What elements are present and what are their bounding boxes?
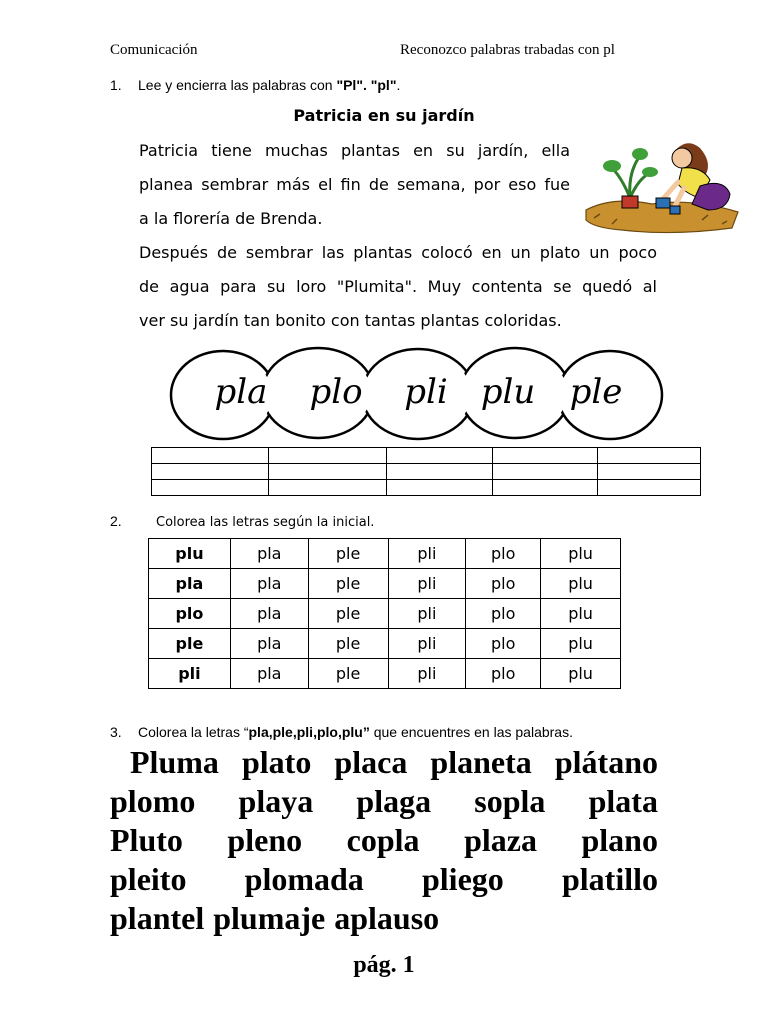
question-2-text: Colorea las letras según la inicial. bbox=[156, 515, 375, 530]
grid-initial-cell[interactable]: plo bbox=[149, 599, 231, 629]
grid-row bbox=[149, 569, 621, 599]
question-1-highlight: "Pl". "pl" bbox=[336, 77, 397, 93]
topic-label: Reconozco palabras trabadas con pl bbox=[400, 42, 615, 58]
grid-cell[interactable]: plu bbox=[541, 569, 621, 599]
grid-initial-cell[interactable]: ple bbox=[149, 629, 231, 659]
word: plata bbox=[588, 783, 658, 819]
syllable: ple bbox=[569, 372, 623, 412]
answer-table bbox=[151, 447, 701, 496]
answer-cell[interactable] bbox=[387, 448, 493, 464]
word: plaza bbox=[464, 822, 537, 858]
story-line: de agua para su loro "Plumita". Muy contenta se quedó al bbox=[139, 277, 657, 296]
word: platillo bbox=[561, 861, 658, 897]
grid-cell[interactable]: plo bbox=[466, 569, 541, 599]
question-1-number: 1. bbox=[110, 77, 122, 93]
grid-cell[interactable]: plo bbox=[466, 539, 541, 569]
word: plantel bbox=[110, 900, 205, 936]
answer-cell[interactable] bbox=[493, 464, 598, 480]
question-2-number: 2. bbox=[110, 513, 122, 529]
story-paragraph-1 bbox=[139, 134, 570, 236]
word-list bbox=[110, 743, 658, 938]
grid-cell[interactable]: ple bbox=[308, 659, 388, 689]
grid-cell[interactable]: plo bbox=[466, 659, 541, 689]
grid-cell[interactable]: pla bbox=[230, 659, 308, 689]
question-1-text: Lee y encierra las palabras con bbox=[138, 77, 337, 93]
answer-cell[interactable] bbox=[269, 480, 387, 496]
answer-cell[interactable] bbox=[152, 464, 269, 480]
subject-label: Comunicación bbox=[110, 42, 198, 58]
gardener-illustration bbox=[582, 128, 742, 240]
grid-row bbox=[149, 629, 621, 659]
question-3-text: Colorea la letras “ bbox=[138, 724, 249, 740]
syllable: pli bbox=[404, 372, 448, 412]
word: plumaje bbox=[213, 900, 326, 936]
word-line bbox=[110, 899, 658, 938]
grid-cell[interactable]: pli bbox=[388, 599, 466, 629]
grid-cell[interactable]: pli bbox=[388, 629, 466, 659]
answer-cell[interactable] bbox=[598, 448, 701, 464]
word-line bbox=[110, 860, 658, 899]
question-1 bbox=[110, 77, 400, 93]
question-3-number: 3. bbox=[110, 724, 122, 740]
grid-initial-cell[interactable]: pli bbox=[149, 659, 231, 689]
answer-cell[interactable] bbox=[387, 464, 493, 480]
grid-cell[interactable]: ple bbox=[308, 629, 388, 659]
word: plomo bbox=[110, 783, 196, 819]
grid-cell[interactable]: plu bbox=[541, 599, 621, 629]
answer-cell[interactable] bbox=[152, 448, 269, 464]
word: Pluma bbox=[130, 744, 219, 780]
grid-cell[interactable]: ple bbox=[308, 569, 388, 599]
grid-cell[interactable]: plo bbox=[466, 629, 541, 659]
word: pleito bbox=[110, 861, 187, 897]
word: planeta bbox=[430, 744, 532, 780]
grid-row bbox=[149, 539, 621, 569]
story-title: Patricia en su jardín bbox=[293, 106, 475, 125]
grid-cell[interactable]: pla bbox=[230, 629, 308, 659]
grid-cell[interactable]: pli bbox=[388, 569, 466, 599]
story-line: planea sembrar más el fin de semana, por eso fue bbox=[139, 175, 570, 194]
word-line bbox=[110, 743, 658, 782]
word: plano bbox=[581, 822, 658, 858]
syllable: plo bbox=[309, 372, 363, 412]
word-line bbox=[110, 782, 658, 821]
grid-cell[interactable]: ple bbox=[308, 599, 388, 629]
answer-cell[interactable] bbox=[493, 448, 598, 464]
grid-cell[interactable]: pla bbox=[230, 539, 308, 569]
word: plaga bbox=[356, 783, 432, 819]
word: pliego bbox=[421, 861, 504, 897]
answer-cell[interactable] bbox=[598, 480, 701, 496]
syllable-grid bbox=[148, 538, 621, 689]
question-3-highlight: pla,ple,pli,plo,plu” bbox=[248, 724, 370, 740]
grid-cell[interactable]: pla bbox=[230, 599, 308, 629]
answer-cell[interactable] bbox=[152, 480, 269, 496]
word: sopla bbox=[474, 783, 546, 819]
story-line: Después de sembrar las plantas colocó en un plato un poco bbox=[139, 243, 657, 262]
page-number: pág. 1 bbox=[353, 952, 415, 978]
syllable: plu bbox=[480, 372, 536, 412]
word-line bbox=[110, 821, 658, 860]
grid-cell[interactable]: plu bbox=[541, 629, 621, 659]
story-line: ver su jardín tan bonito con tantas plantas coloridas. bbox=[139, 311, 562, 330]
answer-cell[interactable] bbox=[269, 464, 387, 480]
grid-cell[interactable]: plu bbox=[541, 659, 621, 689]
grid-cell[interactable]: plu bbox=[541, 539, 621, 569]
answer-cell[interactable] bbox=[598, 464, 701, 480]
question-2 bbox=[110, 513, 374, 530]
question-1-end: . bbox=[396, 77, 401, 93]
word: copla bbox=[346, 822, 420, 858]
grid-row bbox=[149, 659, 621, 689]
grid-initial-cell[interactable]: pla bbox=[149, 569, 231, 599]
grid-row bbox=[149, 599, 621, 629]
word: pleno bbox=[227, 822, 303, 858]
syllable-cloud bbox=[168, 343, 668, 443]
word: plomada bbox=[244, 861, 364, 897]
grid-cell[interactable]: ple bbox=[308, 539, 388, 569]
grid-cell[interactable]: plo bbox=[466, 599, 541, 629]
word: playa bbox=[238, 783, 314, 819]
answer-cell[interactable] bbox=[269, 448, 387, 464]
word: plátano bbox=[554, 744, 658, 780]
grid-initial-cell[interactable]: plu bbox=[149, 539, 231, 569]
answer-cell[interactable] bbox=[493, 480, 598, 496]
question-3-end: que encuentres en las palabras. bbox=[369, 724, 573, 740]
grid-cell[interactable]: pla bbox=[230, 569, 308, 599]
grid-cell[interactable]: pli bbox=[388, 539, 466, 569]
word: placa bbox=[334, 744, 408, 780]
question-3 bbox=[110, 724, 573, 740]
syllable: pla bbox=[214, 372, 268, 412]
grid-cell[interactable]: pli bbox=[388, 659, 466, 689]
word: aplauso bbox=[334, 900, 440, 936]
word: plato bbox=[241, 744, 312, 780]
answer-cell[interactable] bbox=[387, 480, 493, 496]
story-paragraph-2 bbox=[139, 236, 657, 338]
story-line: a la florería de Brenda. bbox=[139, 209, 323, 228]
word: Pluto bbox=[110, 822, 183, 858]
story-line: Patricia tiene muchas plantas en su jardín, ella bbox=[139, 141, 570, 160]
